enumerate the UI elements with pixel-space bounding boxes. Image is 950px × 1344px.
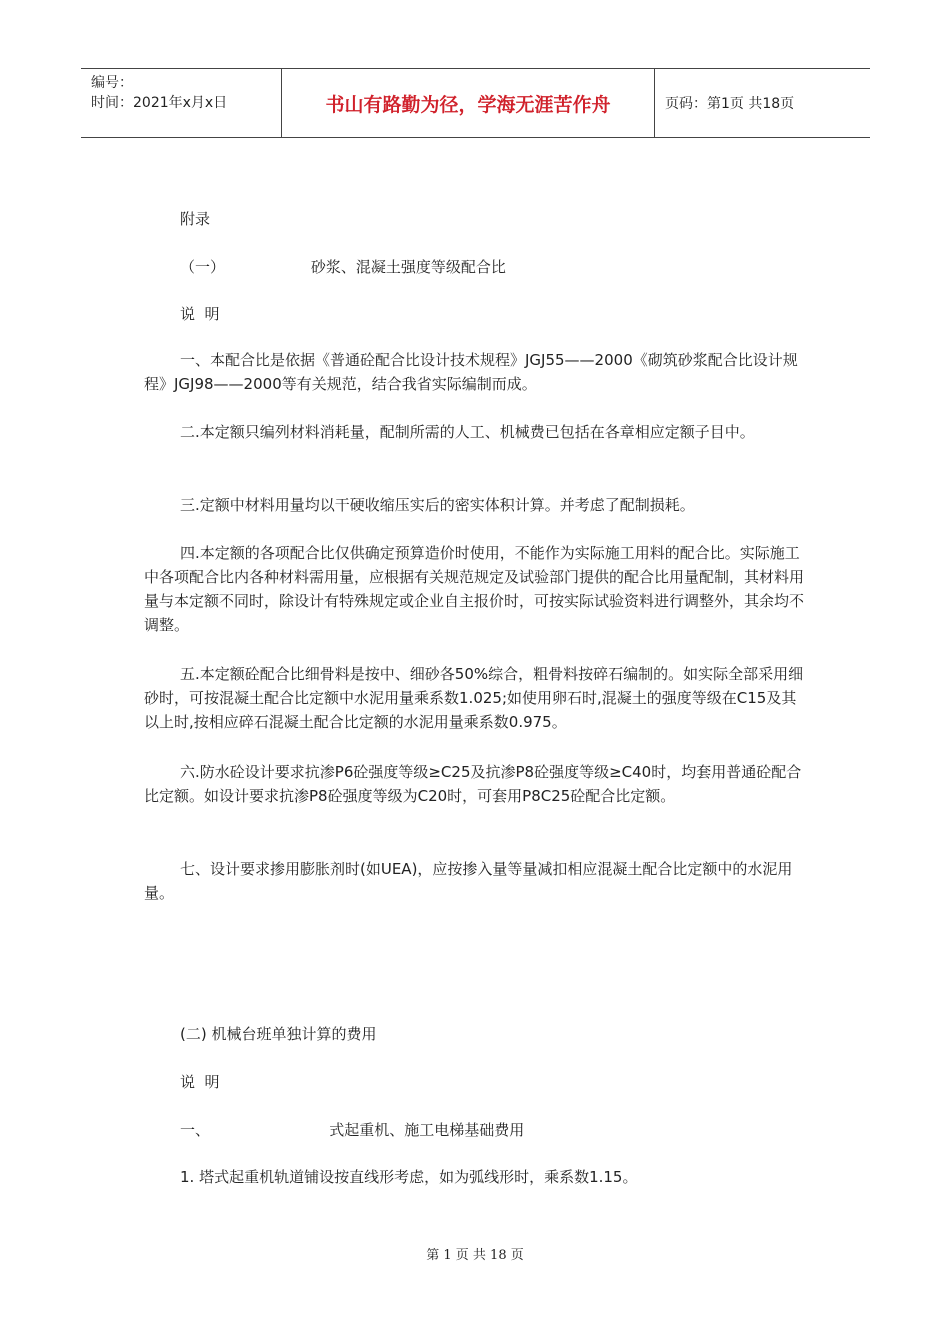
page-footer: 第 1 页 共 18 页 (426, 1248, 524, 1263)
paragraph-2: 二.本定额只编列材料消耗量，配制所需的人工、机械费已包括在各章相应定额子目中。 (180, 423, 755, 441)
document-number-label: 编号： (91, 75, 133, 91)
header-motto: 书山有路勤为径，学海无涯苦作舟 (282, 69, 655, 137)
paragraph-1: 一、本配合比是依据《普通砼配合比设计技术规程》JGJ55——2000《砌筑砂浆配合比设计规程》JGJ98——2000等有关规范，结合我省实际编制而成。 (144, 351, 798, 393)
section2-item-2: 1. 塔式起重机轨道铺设按直线形考虑，如为弧线形时，乘系数1.15。 (180, 1168, 638, 1186)
document-date: 时间：2021年x月x日 (91, 95, 228, 111)
header-meta (81, 69, 282, 137)
appendix-title: 附录 (180, 210, 211, 228)
section1-note: 说 明 (180, 305, 220, 323)
section2-item-1: 一、 式起重机、施工电梯基础费用 (180, 1121, 525, 1139)
page-header (81, 68, 870, 138)
paragraph-5: 五.本定额砼配合比细骨料是按中、细砂各50%综合，粗骨料按碎石编制的。如实际全部采用细砂时，可按混凝土配合比定额中水泥用量乘系数1.025;如使用卵石时,混凝土的强度等级在C15及其以上时,按相应碎石混凝土配合比定额的水泥用量乘系数0.975。 (144, 665, 804, 731)
paragraph-4: 四.本定额的各项配合比仅供确定预算造价时使用，不能作为实际施工用料的配合比。实际施工中各项配合比内各种材料需用量，应根据有关规范规定及试验部门提供的配合比用量配制，其材料用量与本定额不同时，除设计有特殊规定或企业自主报价时，可按实际试验资料进行调整外，其余均不调整。 (144, 544, 805, 634)
paragraph-3: 三.定额中材料用量均以干硬收缩压实后的密实体积计算。并考虑了配制损耗。 (180, 496, 695, 514)
section2-note: 说 明 (180, 1073, 220, 1091)
header-page-info: 页码：第1页 共18页 (665, 96, 795, 112)
section2-heading: (二) 机械台班单独计算的费用 (180, 1025, 377, 1043)
paragraph-7: 七、设计要求掺用膨胀剂时(如UEA)，应按掺入量等量减扣相应混凝土配合比定额中的水泥用量。 (144, 860, 793, 902)
paragraph-6: 六.防水砼设计要求抗渗P6砼强度等级≥C25及抗渗P8砼强度等级≥C40时，均套用普通砼配合比定额。如设计要求抗渗P8砼强度等级为C20时，可套用P8C25砼配合比定额。 (144, 763, 802, 805)
section1-heading: （一） 砂浆、混凝土强度等级配合比 (180, 258, 506, 276)
